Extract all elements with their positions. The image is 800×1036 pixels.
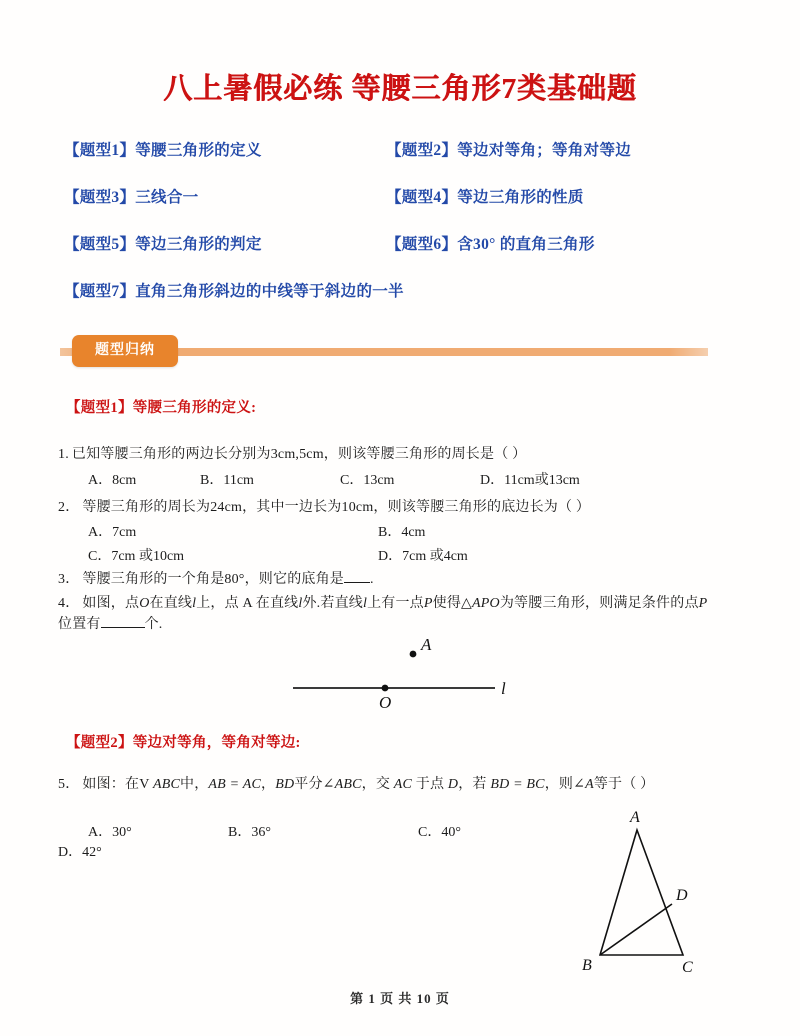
section-heading-1: 【题型1】等腰三角形的定义: [66, 400, 257, 416]
question-1 [58, 444, 758, 465]
question-5-text-i: 等于（ ） [593, 777, 655, 792]
segment-bd [600, 904, 672, 955]
question-4-var-l2: l [298, 596, 303, 611]
triangle-figure-svg [578, 800, 718, 980]
question-1-option-a[interactable]: A．8cm [88, 473, 137, 488]
question-4-text-i: 个. [144, 617, 163, 632]
vertex-c-label: C [682, 959, 693, 976]
question-5-text-h: ，则∠ [544, 777, 586, 792]
topic-item-2: 【题型2】等边对等角；等角对等边 [386, 142, 632, 159]
point-o-dot [382, 685, 389, 692]
question-4-text-h: 位置有 [58, 617, 101, 632]
question-5-text-e: ，交 [361, 777, 394, 792]
question-5-text-d: 平分∠ [294, 777, 335, 792]
banner-tag-label: 题型归纳 [72, 335, 178, 367]
question-2-option-b[interactable]: B．4cm [378, 525, 426, 540]
question-3-blank[interactable] [344, 582, 370, 583]
question-5-option-a[interactable]: A．30° [88, 825, 132, 840]
section-banner [60, 345, 708, 358]
topic-item-7: 【题型7】直角三角形斜边的中线等于斜边的一半 [64, 283, 404, 300]
question-5-eq-bd-bc: BD = BC [490, 777, 545, 792]
topic-item-1: 【题型1】等腰三角形的定义 [64, 142, 262, 159]
question-4-blank[interactable] [101, 627, 145, 628]
line-l-label: l [501, 679, 506, 698]
topic-index [64, 138, 744, 326]
topic-row [64, 232, 744, 279]
question-1-option-c[interactable]: C．13cm [340, 473, 395, 488]
question-1-option-b[interactable]: B．11cm [200, 473, 254, 488]
topic-item-4: 【题型4】等边三角形的性质 [386, 189, 584, 206]
point-d-label: D [676, 887, 688, 904]
figure-line-with-points [285, 632, 515, 717]
question-3-text-end: . [370, 572, 374, 587]
question-2-options-row-2 [58, 545, 678, 565]
question-5-text-g: ，若 [458, 777, 491, 792]
question-4-var-o: O [139, 596, 150, 611]
question-4-number: 4． [58, 596, 80, 611]
question-5-text-c: ， [261, 777, 276, 792]
question-4-text-b: 在直线 [149, 596, 193, 611]
question-3 [58, 569, 758, 590]
page-title: 八上暑假必练 等腰三角形7类基础题 [163, 73, 637, 105]
point-a-label: A [421, 635, 432, 654]
question-2-text: 等腰三角形的周长为24cm，其中一边长为10cm，则该等腰三角形的底边长为（ ） [82, 500, 591, 515]
question-1-options [58, 469, 758, 489]
triangle-abc-outline [600, 830, 683, 955]
question-5-text-f: 于点 [412, 777, 448, 792]
section-heading-2: 【题型2】等边对等角，等角对等边: [66, 735, 301, 751]
question-4-var-apo: APO [472, 596, 500, 611]
question-5-options [58, 821, 618, 861]
question-5-eq-ab-ac: AB = AC [208, 777, 262, 792]
question-4-text-e: 上有一点 [367, 596, 424, 611]
topic-item-5: 【题型5】等边三角形的判定 [64, 236, 262, 253]
question-4-text-d: 外.若直线 [302, 596, 363, 611]
question-5-option-b[interactable]: B．36° [228, 825, 271, 840]
question-5-option-c[interactable]: C．40° [418, 825, 461, 840]
question-4-var-l1: l [192, 596, 197, 611]
page-footer: 第 1 页 共 10 页 [350, 991, 450, 1006]
question-1-option-d[interactable]: D．11cm或13cm [480, 473, 580, 488]
topic-row [64, 185, 744, 232]
topic-item-3: 【题型3】三线合一 [64, 189, 199, 206]
vertex-a-label: A [630, 809, 640, 826]
question-4-text-c: 上，点 A 在直线 [196, 596, 299, 611]
point-a-dot [410, 651, 417, 658]
question-4-text-g: 为等腰三角形，则满足条件的点 [499, 596, 699, 611]
topic-item-6: 【题型6】含30° 的直角三角形 [386, 236, 595, 253]
question-4-text-a: 如图，点 [82, 596, 140, 611]
question-5-text-b: 中， [180, 777, 209, 792]
question-2-option-d[interactable]: D．7cm 或4cm [378, 549, 468, 564]
topic-row [64, 138, 744, 185]
question-5-var-abc2: ABC [334, 777, 362, 792]
question-3-text: 等腰三角形的一个角是80°，则它的底角是 [82, 572, 345, 587]
question-4-var-p2: P [698, 596, 708, 611]
question-2-number: 2． [58, 500, 80, 515]
question-3-number: 3． [58, 572, 80, 587]
question-5-var-abc: ABC [152, 777, 181, 792]
question-5-text-a: 如图：在V [82, 777, 153, 792]
question-5-option-d[interactable]: D．42° [58, 845, 102, 860]
question-5-var-a: A [585, 777, 594, 792]
figure-triangle-abc [578, 800, 718, 985]
vertex-b-label: B [582, 957, 592, 974]
question-2-option-c[interactable]: C．7cm 或10cm [88, 549, 185, 564]
question-4-text-f: 使得△ [432, 596, 473, 611]
question-5 [58, 774, 758, 795]
question-2 [58, 497, 758, 518]
topic-row [64, 279, 744, 326]
question-5-number: 5． [58, 777, 80, 792]
question-4 [58, 593, 748, 635]
line-figure-svg [285, 632, 515, 712]
question-4-var-p1: P [423, 596, 433, 611]
question-1-text: 已知等腰三角形的两边长分别为3cm,5cm，则该等腰三角形的周长是（ ） [71, 447, 527, 462]
question-2-options-row-1 [58, 521, 678, 541]
question-5-var-bd: BD [275, 777, 295, 792]
question-5-var-d: D [447, 777, 459, 792]
question-1-number: 1. [58, 447, 69, 462]
question-2-option-a[interactable]: A．7cm [88, 525, 137, 540]
question-4-var-l3: l [362, 596, 368, 611]
point-o-label: O [379, 693, 392, 712]
question-5-var-ac: AC [393, 777, 413, 792]
